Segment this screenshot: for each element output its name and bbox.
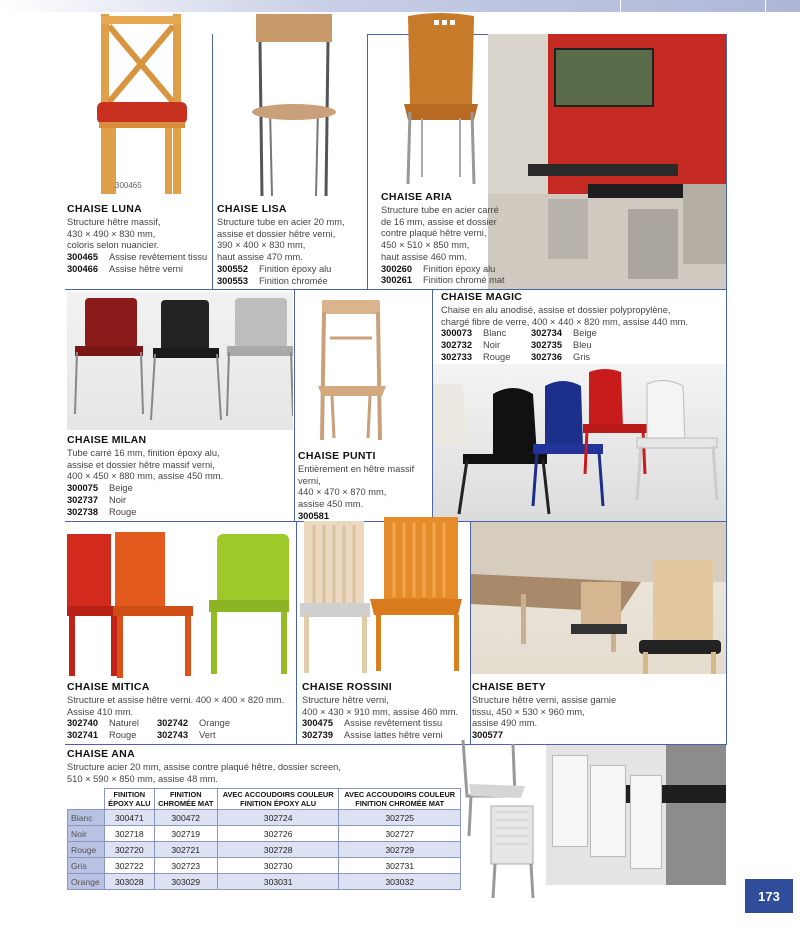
product-title: CHAISE ARIA xyxy=(381,191,453,203)
ref-line: 302741 Rouge 302743 Vert xyxy=(67,730,216,741)
product-code: 300581 xyxy=(298,510,330,521)
divider xyxy=(726,34,727,524)
page-number: 173 xyxy=(745,879,793,913)
divider xyxy=(294,289,295,521)
product-title: CHAISE ANA xyxy=(67,748,135,760)
divider xyxy=(296,521,297,744)
table-row: Blanc 300471 300472 302724 302725 xyxy=(68,810,461,826)
chaise-mitica-block xyxy=(67,681,295,742)
product-desc: Entièrement en hêtre massif verni, 440 × 470 × 870 mm, assise 450 mm. 300581 xyxy=(298,464,415,521)
ref-line: 300261 Finition chromé mat xyxy=(381,275,505,286)
product-desc: Chaise en alu anodisé, assise et dossier polypropylène, chargé fibre de verre, 400 × 440 × 820 mm, assise 440 mm. 300073 Blanc 302734 Beige 302732 Noir 302735 Bleu 302733 Rouge 302736 Gris xyxy=(441,305,726,364)
ref-line: 300073 Blanc 302734 Beige xyxy=(441,328,597,339)
chaise-magic-image xyxy=(433,364,726,521)
ref-line: 302737 Noir xyxy=(67,494,127,505)
ref-line: 300475 Assise revêtement tissu xyxy=(302,718,443,729)
chaise-rossini-block xyxy=(302,681,470,742)
table-row: Orange 303028 303029 303031 303032 xyxy=(68,874,461,890)
ref-line: 300466 Assise hêtre verni xyxy=(67,263,183,274)
chaise-milan-block xyxy=(67,434,292,518)
product-title: CHAISE MILAN xyxy=(67,434,147,446)
col-header: FINITION CHROMÉE MAT xyxy=(154,789,217,810)
table-row: Rouge 302720 302721 302728 302729 xyxy=(68,842,461,858)
product-title: CHAISE LUNA xyxy=(67,203,143,215)
ref-line: 302733 Rouge 302736 Gris xyxy=(441,351,591,362)
chaise-lisa-image xyxy=(248,14,340,199)
divider xyxy=(726,521,727,744)
chaise-punti-image xyxy=(316,298,388,443)
top-banner xyxy=(0,0,800,12)
restaurant-photo xyxy=(488,34,726,289)
divider xyxy=(212,34,213,290)
product-title: CHAISE ROSSINI xyxy=(302,681,392,693)
ref-line: 300553 Finition chromée xyxy=(217,275,328,286)
divider xyxy=(65,289,727,290)
col-header: FINITION ÉPOXY ALU xyxy=(105,789,155,810)
product-title: CHAISE BETY xyxy=(472,681,546,693)
ref-line: 300075 Beige xyxy=(67,483,133,494)
product-title: CHAISE MAGIC xyxy=(441,291,523,303)
product-desc: Structure tube en acier 20 mm, assise et dossier hêtre verni, 390 × 400 × 830 mm, haut assise 470 mm. 300552 Finition époxy alu 300553 Finition chromée xyxy=(217,217,367,287)
chaise-bety-block xyxy=(472,681,726,742)
ref-line: 300465 Assise revêtement tissu xyxy=(67,252,208,263)
chaise-ana-image xyxy=(455,736,545,901)
ref-line: 300260 Finition époxy alu xyxy=(381,263,496,274)
col-header: AVEC ACCOUDOIRS COULEUR FINITION ÉPOXY ALU xyxy=(217,789,339,810)
product-title: CHAISE PUNTI xyxy=(298,450,376,462)
table-row: Gris 302722 302723 302730 302731 xyxy=(68,858,461,874)
chaise-aria-image xyxy=(400,12,482,187)
ref-line: 300552 Finition époxy alu xyxy=(217,263,332,274)
chaise-luna-block xyxy=(67,203,212,276)
ref-line: 302739 Assise lattes hêtre verni xyxy=(302,730,443,741)
product-desc: Structure acier 20 mm, assise contre plaqué hêtre, dossier screen, 510 × 590 × 850 mm, assise 48 mm. xyxy=(67,762,341,784)
chaise-aria-block xyxy=(381,191,505,287)
chaise-punti-block xyxy=(298,450,433,523)
chaise-milan-image xyxy=(67,292,293,430)
product-desc: Structure tube en acier carré de 16 mm, assise et dossier contre plaqué hêtre verni, 450 × 510 × 850 mm, haut assise 460 mm. 300260 Finition époxy alu 300261 Finition chromé mat xyxy=(381,205,505,286)
product-title: CHAISE MITICA xyxy=(67,681,150,693)
chaise-lisa-block xyxy=(217,203,367,287)
product-desc: Structure et assise hêtre verni. 400 × 400 × 820 mm. Assise 410 mm. 302740 Naturel 302742 Orange 302741 Rouge 302743 Vert xyxy=(67,695,295,742)
ana-room-photo xyxy=(546,745,726,885)
product-code: 300577 xyxy=(472,730,504,741)
ref-line: 302738 Rouge xyxy=(67,506,137,517)
ref-line: 302740 Naturel 302742 Orange xyxy=(67,718,231,729)
product-title: CHAISE LISA xyxy=(217,203,287,215)
chaise-rossini-image xyxy=(300,515,466,675)
chaise-ana-block xyxy=(67,748,467,785)
col-header: AVEC ACCOUDOIRS COULEUR FINITION CHROMÉE MAT xyxy=(339,789,461,810)
table-row: Noir 302718 302719 302726 302727 xyxy=(68,826,461,842)
product-desc: Tube carré 16 mm, finition époxy alu, assise et dossier hêtre massif verni, 400 × 450 × 880 mm, assise 450 mm. 300075 Beige 302737 Noir 302738 Rouge xyxy=(67,448,292,518)
divider xyxy=(367,34,368,290)
ref-line: 302732 Noir 302735 Bleu xyxy=(441,340,592,351)
ana-ref-table xyxy=(67,788,461,890)
product-desc: Structure hêtre massif, 430 × 490 × 830 mm, coloris selon nuancier. 300465 Assise revêtement tissu 300466 Assise hêtre verni xyxy=(67,217,212,276)
chaise-bety-image xyxy=(471,522,726,674)
chaise-luna-image xyxy=(95,14,190,196)
product-desc: Structure hêtre verni, assise garnie tissu, 450 × 530 × 960 mm, assise 490 mm. 300577 xyxy=(472,695,617,741)
chaise-magic-block xyxy=(441,291,726,364)
chaise-mitica-image xyxy=(67,530,295,678)
product-desc: Structure hêtre verni, 400 × 430 × 910 mm, assise 460 mm. 300475 Assise revêtement tissu 302739 Assise lattes hêtre verni xyxy=(302,695,470,742)
image-ref: 300465 xyxy=(115,181,142,190)
